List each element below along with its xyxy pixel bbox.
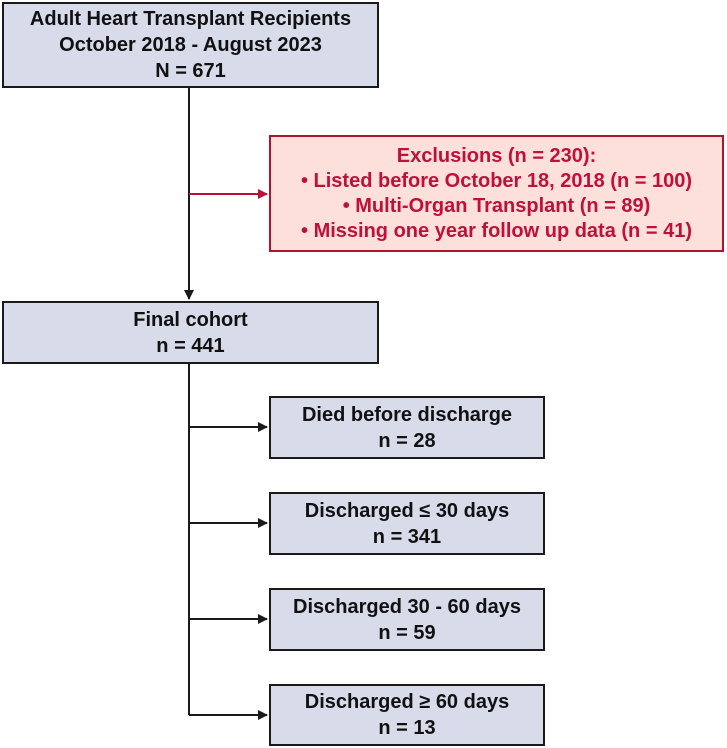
recipients-period: October 2018 - August 2023: [59, 34, 322, 56]
exclusion-item: • Listed before October 18, 2018 (n = 100): [300, 169, 693, 192]
discharged-30-60-title: Discharged 30 - 60 days: [293, 595, 521, 618]
died-before-discharge-box: [269, 396, 545, 459]
discharged-ge60-title: Discharged ≥ 60 days: [304, 691, 510, 713]
died-count: n = 28: [378, 429, 436, 452]
discharged-ge60-box: [269, 684, 545, 746]
final-cohort-box: [2, 301, 379, 364]
final-cohort-count: n = 441: [156, 334, 225, 357]
exclusions-title: Exclusions (n = 230):: [396, 144, 597, 167]
died-title: Died before discharge: [301, 403, 513, 426]
discharged-le30-title: Discharged ≤ 30 days: [304, 499, 510, 522]
exclusions-box: [269, 135, 724, 252]
recipients-title: Adult Heart Transplant Recipients: [29, 8, 352, 30]
discharged-le30-box: [269, 492, 545, 555]
discharged-30-60-box: [269, 588, 545, 651]
discharged-ge60-count: n = 13: [378, 717, 436, 739]
final-cohort-title: Final cohort: [133, 308, 248, 331]
recipients-count: N = 671: [155, 60, 226, 82]
exclusion-item: • Multi-Organ Transplant (n = 89): [342, 194, 651, 217]
discharged-30-60-count: n = 59: [378, 621, 436, 644]
discharged-le30-count: n = 341: [372, 525, 442, 548]
recipients-box: [2, 2, 379, 88]
exclusion-item: • Missing one year follow up data (n = 41): [301, 219, 692, 242]
